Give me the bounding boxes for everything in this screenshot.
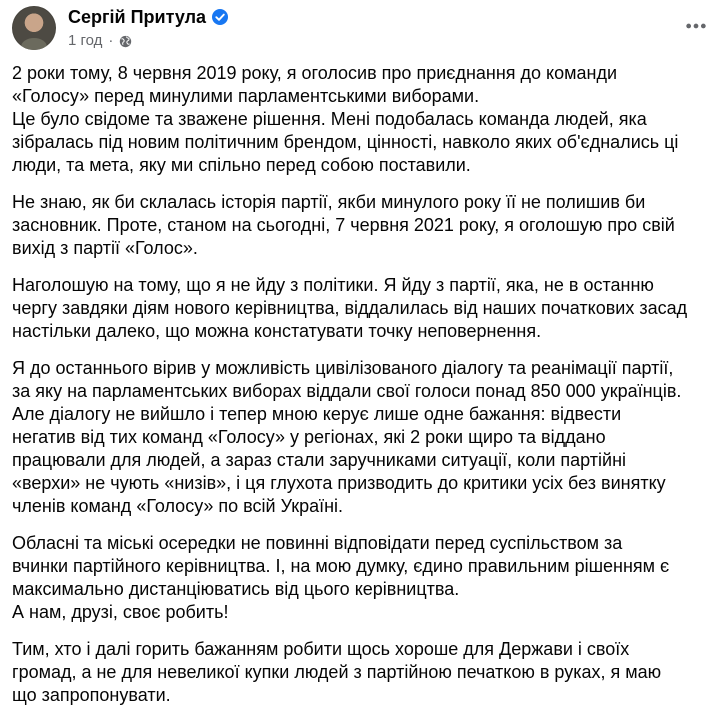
- post-header: [12, 4, 228, 52]
- separator-dot: ·: [108, 32, 114, 49]
- verified-badge-icon: [212, 9, 228, 25]
- author-avatar[interactable]: [12, 6, 56, 50]
- post-text: [12, 62, 712, 721]
- author-name[interactable]: Сергій Притула: [68, 7, 207, 27]
- post-paragraph-4: Я до останнього вірив у можливість цивілізованого діалогу та реанімації партії, за яку на парламентських виборах віддали свої голоси понад 850 000 українців. Але діалогу не вийшло і тепер мною керує лише одне бажання: відвести негатив від тих команд «Голосу» у регіонах, які 2 роки щиро та віддано працювали для людей, а зараз стали заручниками ситуації, коли партійні «верхи» не чують «низів», і ця глухота призводить до критики усіх без винятку членів команд «Голосу» по всій Україні.: [12, 358, 682, 516]
- post-paragraph-6: Тим, хто і далі горить бажанням робити щось хороше для Держави і своїх громад, а не для невеликої купки людей з партійною печаткою в руках, я маю що запропонувати.: [12, 639, 662, 705]
- post-paragraph-1: 2 роки тому, 8 червня 2019 року, я оголосив про приєднання до команди «Голосу» перед минулими парламентськими виборами. Це було свідоме та зважене рішення. Мені подобалась команда людей, яка зібралась під новим політичним брендом, цінності, навколо яких об'єднались ці люди, та мета, яку ми спільно перед собою поставили.: [12, 63, 679, 175]
- post-paragraph-2: Не знаю, як би склалась історія партії, якби минулого року її не полишив би засновник. Проте, станом на сьогодні, 7 червня 2021 року, я оголошую про свій вихід з партії «Голос».: [12, 192, 675, 258]
- author-row: [68, 6, 228, 28]
- more-options-button[interactable]: [680, 12, 712, 40]
- more-horizontal-icon: [685, 22, 707, 30]
- post-time[interactable]: 1 год: [68, 32, 103, 49]
- post-meta: [68, 6, 228, 50]
- globe-icon[interactable]: [119, 35, 132, 48]
- post-time-row: [68, 32, 228, 50]
- post-paragraph-5: Обласні та міські осередки не повинні відповідати перед суспільством за вчинки партійного керівництва. І, на мою думку, єдино правильним рішенням є максимально дистанціюватись від цього керівництва. А нам, друзі, своє робить!: [12, 533, 670, 622]
- post-paragraph-3: Наголошую на тому, що я не йду з політики. Я йду з партії, яка, не в останню чергу завдяки діям нового керівництва, віддалилась від наших початкових засад настільки далеко, що можна констатувати точку неповернення.: [12, 275, 688, 341]
